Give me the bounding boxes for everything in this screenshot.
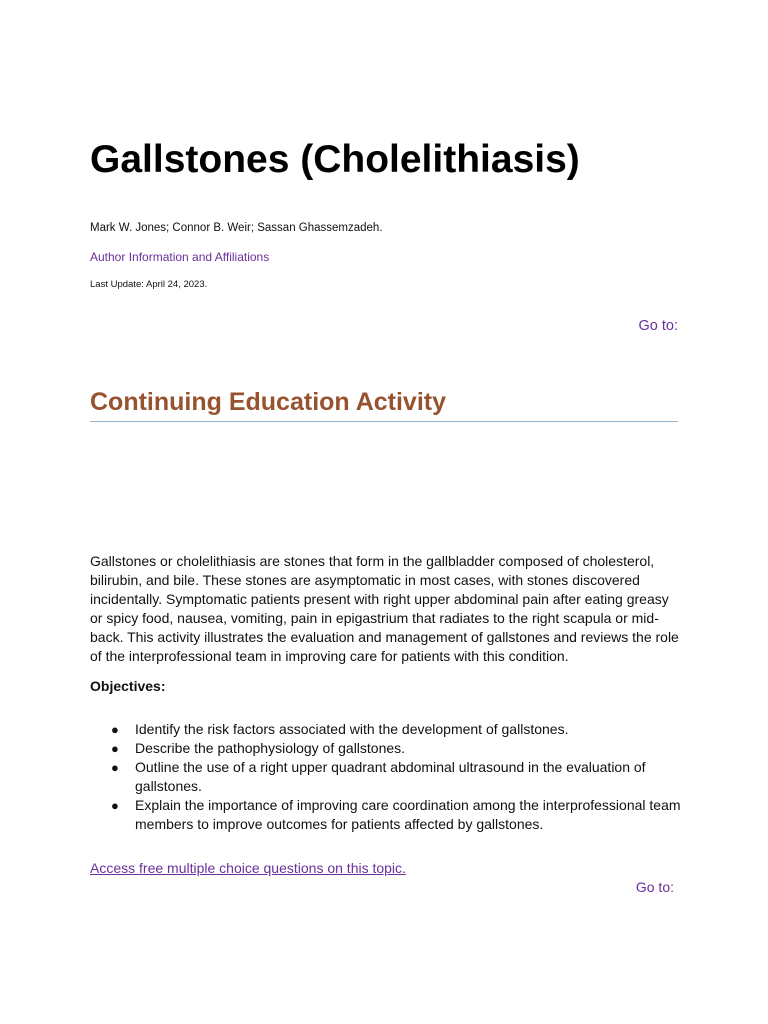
objective-item: [90, 796, 682, 834]
last-update-date: Last Update: April 24, 2023.: [90, 279, 208, 290]
objectives-list: [90, 720, 682, 834]
section-divider: [90, 421, 678, 422]
goto-menu-button[interactable]: Go to:: [638, 318, 678, 334]
objective-text: Identify the risk factors associated with the development of gallstones.: [135, 721, 569, 737]
objective-text: Outline the use of a right upper quadrant abdominal ultrasound in the evaluation of gallstones.: [135, 759, 646, 794]
page-title: Gallstones (Cholelithiasis): [90, 138, 580, 181]
author-list: Mark W. Jones; Connor B. Weir; Sassan Ghassemzadeh.: [90, 222, 383, 234]
objective-item: [90, 739, 682, 758]
intro-paragraph: Gallstones or cholelithiasis are stones that form in the gallbladder composed of cholesterol, bilirubin, and bile. These stones are asymptomatic in most cases, with stones discovered incidentally. Symptomatic patients present with right upper abdominal pain after eating greasy or spicy food, nausea, vomiting, pain in epigastrium that radiates to the right scapula or mid-back. This activity illustrates the evaluation and management of gallstones and reviews the role of the interprofessional team in improving care for patients with this condition.: [90, 553, 679, 664]
objectives-label: Objectives:: [90, 678, 166, 694]
objective-text: Describe the pathophysiology of gallstones.: [135, 740, 406, 756]
article-page: [90, 0, 681, 1024]
goto-menu-button-bottom[interactable]: Go to:: [635, 879, 674, 895]
author-affiliations-link[interactable]: Author Information and Affiliations: [90, 250, 270, 264]
bullet-icon: ●: [111, 760, 119, 775]
objective-text: Explain the importance of improving care coordination among the interprofessional team members to improve outcomes for patients affected by gallstones.: [135, 797, 681, 832]
bullet-icon: ●: [111, 798, 119, 813]
bullet-icon: ●: [111, 722, 119, 737]
mcq-questions-link[interactable]: Access free multiple choice questions on this topic.: [90, 860, 406, 876]
bullet-icon: ●: [111, 741, 119, 756]
objective-item: [90, 720, 682, 739]
section-heading: Continuing Education Activity: [90, 388, 447, 416]
objective-item: [90, 758, 682, 796]
